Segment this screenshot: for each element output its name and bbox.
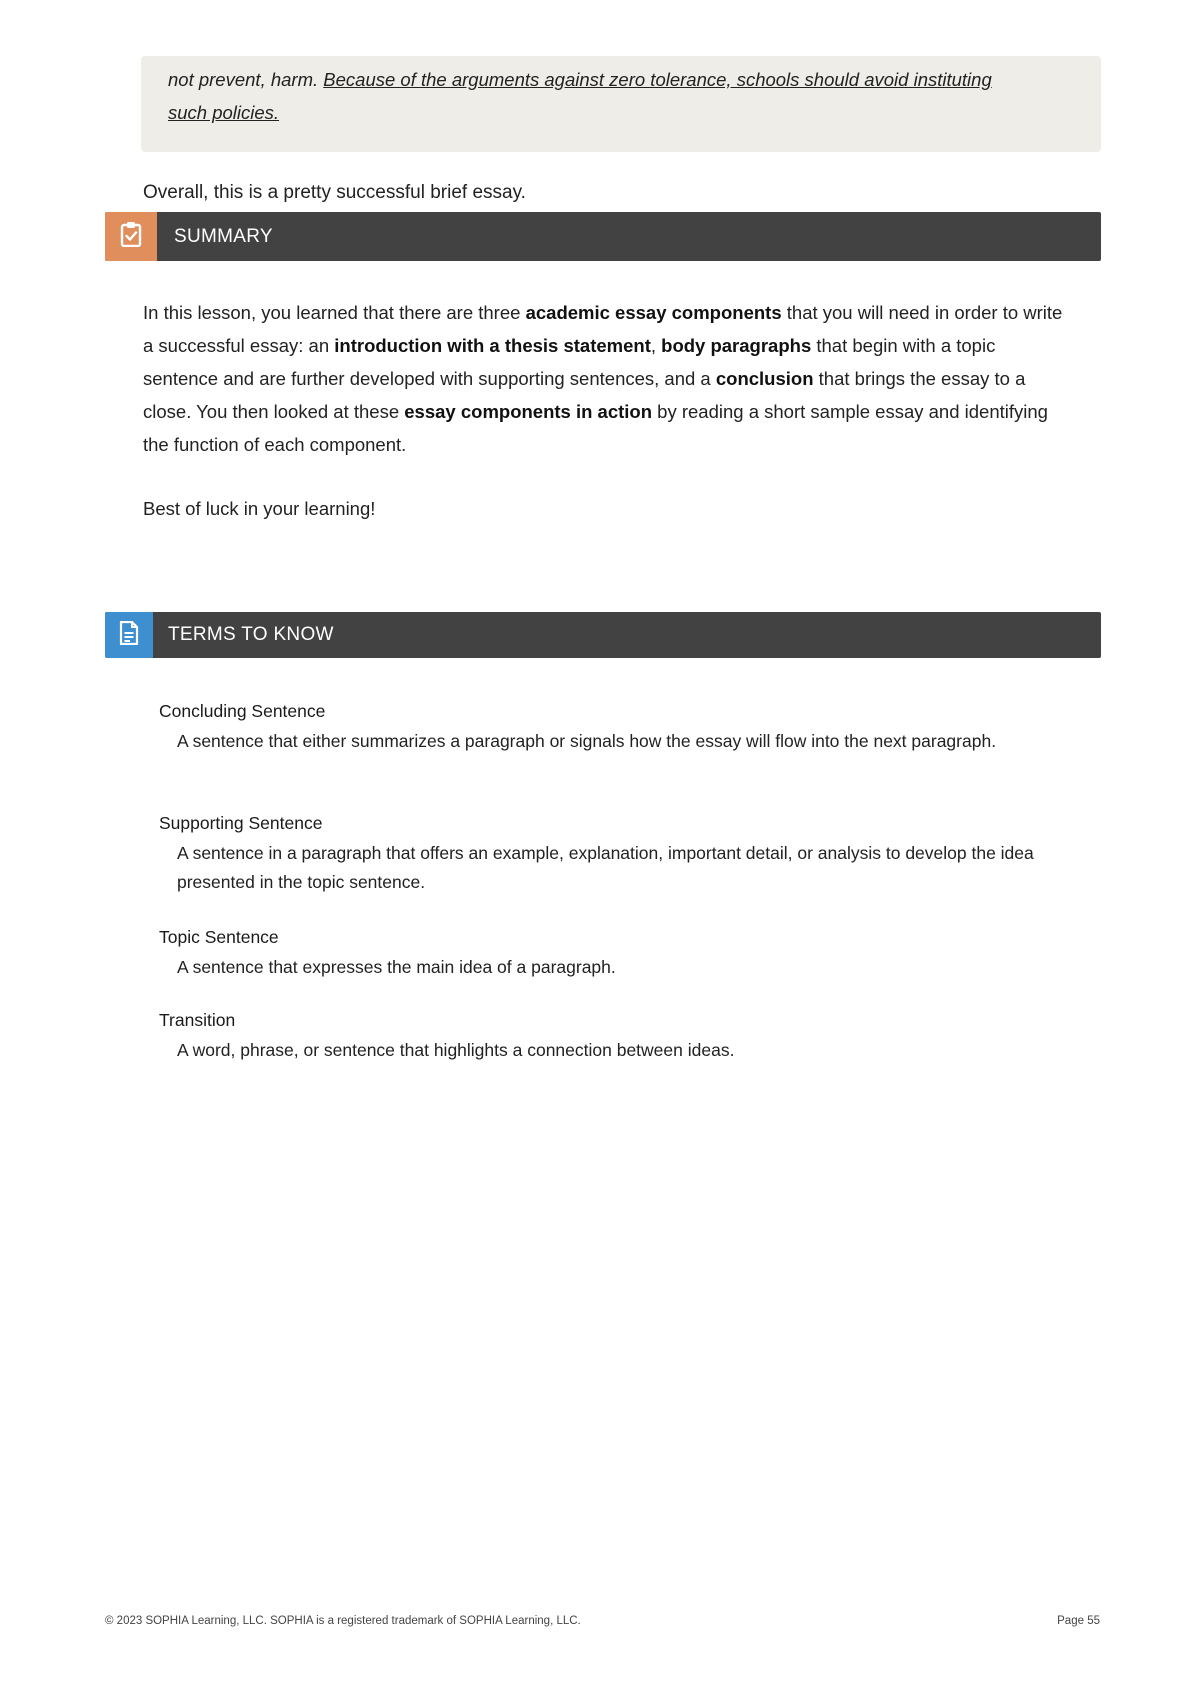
term-transition [159,1008,1059,1065]
term-topic-sentence [159,925,1059,982]
summary-closing: Best of luck in your learning! [143,498,376,519]
terms-header [105,612,1101,658]
summary-text-run: that begin with a topic sentence and are further developed with supporting sentences, and a [143,335,996,389]
summary-header [105,212,1101,261]
term-name: Supporting Sentence [159,813,323,833]
summary-key-term: introduction with a thesis statement [334,335,651,356]
summary-key-term: essay components in action [404,401,653,422]
summary-title: SUMMARY [174,225,273,247]
term-supporting-sentence [159,811,1059,897]
footer-page-number: Page 55 [1057,1615,1100,1627]
summary-text-run: In this lesson, you learned that there are three [143,302,526,323]
summary-text-run: by reading a short sample essay and identifying the function of each component. [143,401,1048,455]
essay-excerpt-box [141,56,1101,152]
excerpt-thesis-restatement: Because of the arguments against zero tolerance, schools should avoid instituting [323,69,992,90]
summary-icon-tab [105,212,157,261]
terms-title: TERMS TO KNOW [168,624,334,645]
excerpt-thesis-restatement-cont: such policies. [168,102,280,123]
excerpt-plain-text: not prevent, harm. [168,69,324,90]
term-concluding-sentence [159,699,1059,756]
term-definition: A sentence that either summarizes a paragraph or signals how the essay will flow into the next paragraph. [177,731,997,751]
term-definition: A sentence in a paragraph that offers an example, explanation, important detail, or analysis to develop the idea presented in the topic sentence. [177,843,1034,892]
term-definition: A sentence that expresses the main idea of a paragraph. [177,957,616,977]
term-name: Topic Sentence [159,927,279,947]
summary-paragraph [143,296,1073,461]
clipboard-check-icon [120,221,142,252]
summary-key-term: body paragraphs [661,335,812,356]
term-definition: A word, phrase, or sentence that highlights a connection between ideas. [177,1040,735,1060]
overall-comment: Overall, this is a pretty successful brief essay. [143,182,526,203]
terms-icon-tab [105,612,153,658]
footer-copyright: © 2023 SOPHIA Learning, LLC. SOPHIA is a registered trademark of SOPHIA Learning, LLC. [105,1615,581,1627]
document-icon [119,621,139,650]
term-name: Concluding Sentence [159,701,326,721]
summary-key-term: conclusion [715,368,814,389]
summary-text-run: that you will need in order to write a successful essay: an [143,302,1063,356]
summary-text-run: , [650,335,662,356]
summary-key-term: academic essay components [525,302,782,323]
term-name: Transition [159,1010,236,1030]
summary-text-run: that brings the essay to a close. You then looked at these [143,368,1026,422]
